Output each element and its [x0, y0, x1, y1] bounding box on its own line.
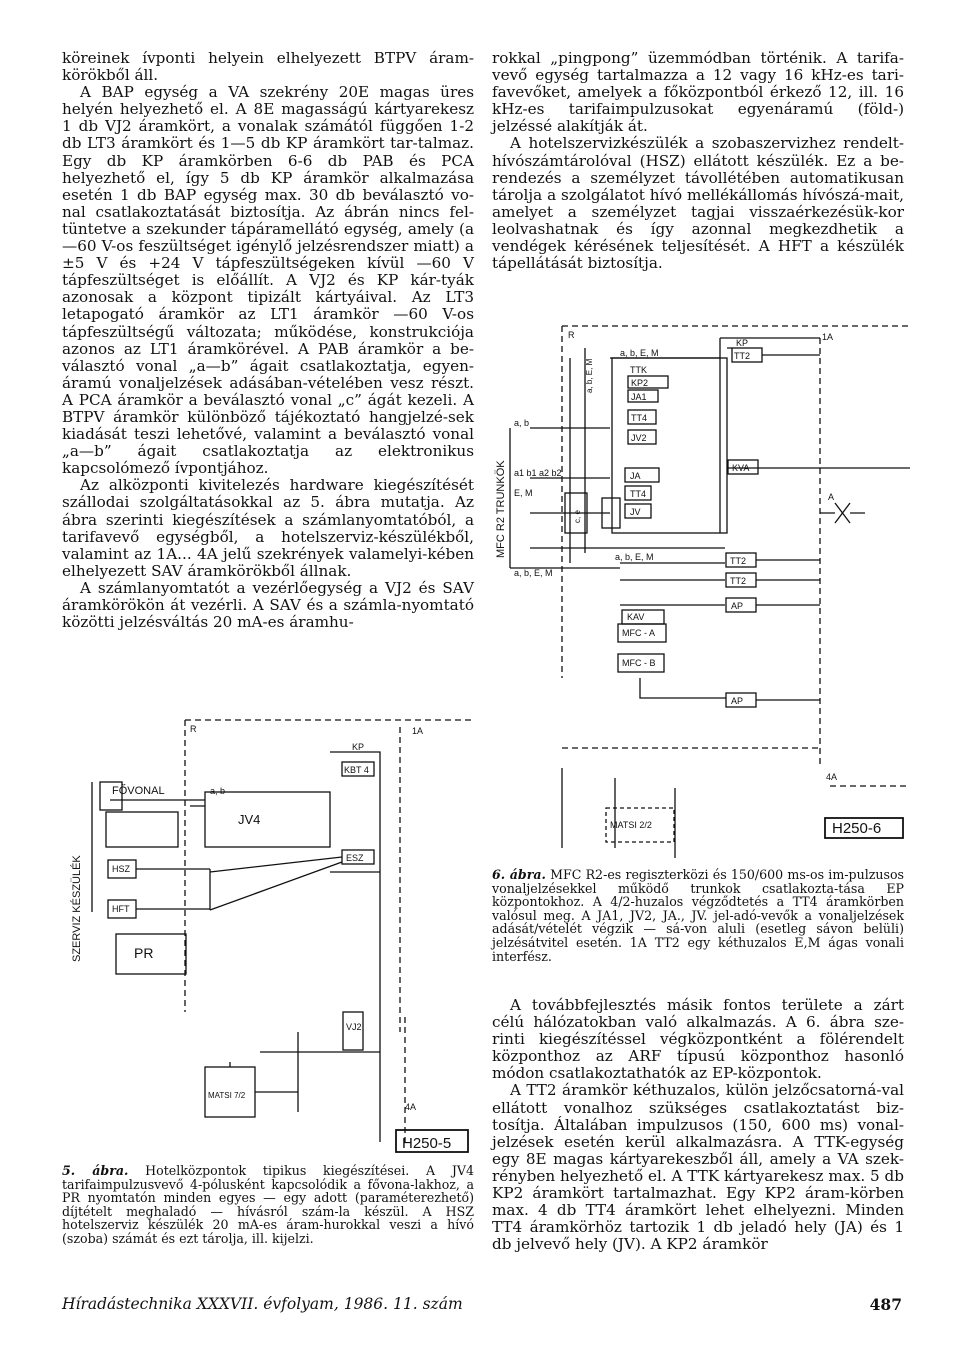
label-kp2: KP2	[631, 378, 649, 388]
label-ap: AP	[731, 601, 744, 611]
journal-footer: Híradástechnika XXXVII. évfolyam, 1986. 11. szám	[62, 1295, 463, 1313]
label-ja1: JA1	[631, 392, 647, 402]
label-hft: HFT	[112, 904, 130, 914]
figure-6-code: H250-6	[832, 820, 882, 837]
caption-text: MFC R2-es regiszterközi és 150/600 ms-os im-pulzusos vonaljelzésekkel működő trunkok csatlakozta-tása EP központokhoz. A 4/2-huzalos végződtetés a TT4 áramkörben valósul meg. A JA1, JV2, JA., JV. jel-adó-vevők a vonaljelzések adását/vételét végzik — sá-von aluli (esetleg sávon belüli) jelzésátvitel esetén. 1A TT2 egy kéthuzalos E,M ágas vonali interfész.	[492, 867, 904, 964]
figure-6-side-label: MFC R2 TRUNKÖK	[495, 460, 507, 558]
label-r: R	[568, 330, 575, 340]
paragraph: köreinek ívponti helyein elhelyezett BTPV áram-körökből áll.	[62, 49, 474, 85]
label-ttk: TTK	[630, 365, 647, 375]
paragraph: Az alközponti kivitelezés hardware kiegészítését szállodai szolgáltatásokkal az 5. ábra mutatja. Az ábra szerinti kiegészítések a számlanyomtatóból, a tarifavevő egységből, a hotelszerviz-készülékből, valamint az 1A... 4A jelű szekrények valamelyi-kében elhelyezett SAV áramkörökből állnak.	[62, 476, 474, 580]
label-tt2-c: TT2	[730, 576, 747, 586]
left-column-text	[62, 50, 474, 631]
paragraph: A TT2 áramkör kéthuzalos, külön jelzőcsatorná-val ellátott vonalhoz szükséges csatlakoztatást biz-tosítja. Általában impulzusos (150, 600 ms) vonal-jelzések esetén kerül alkalmazásra. A TTK-egység egy 8E magas kártyarekeszből áll, amely a VA szek-rényben helyezhető el. A TTK kártyarekesz max. 5 db KP2 áramkört tartalmazhat. Egy KP2 áram-körben max. 4 db TT4 áramkört lehet elhelyezni. Minden TT4 áramkörhöz tartozik 1 db jeladó hely (JA) és 1 db jelvevő hely (JV). A KP2 áramkör	[492, 1081, 904, 1254]
label-ja: JA	[630, 471, 641, 481]
label-kva: KVA	[732, 463, 750, 473]
label-mfca: MFC - A	[622, 628, 655, 638]
label-tt2: TT2	[734, 351, 751, 361]
paragraph: A továbbfejlesztés másik fontos területe a zárt célú hálózatokban való alkalmazás. A 6. ábra sze-rinti kiegészítéssel végközpontként a fölérendelt központhoz az ARF típusú központhoz hasonló módon csatlakoztathatók az EP-központok.	[492, 996, 904, 1083]
figure-5-diagram	[60, 712, 480, 1162]
label-matsi: MATSI 7/2	[208, 1091, 246, 1100]
label-ab: a, b	[210, 786, 226, 796]
label-abem-v: a, b, E, M	[585, 358, 594, 393]
paragraph: A számlanyomtatót a vezérlőegység a VJ2 és SAV áramkörökön át vezérli. A SAV és a számla-nyomtató közötti jelzésváltás 20 mA-es áramhu-	[62, 578, 474, 632]
label-ce: c, e	[573, 510, 582, 523]
figure-6-caption	[492, 868, 904, 963]
right-column-top-text	[492, 50, 904, 272]
label-kav: KAV	[627, 612, 645, 622]
paragraph: A hotelszervizkészülék a szobaszervizhez rendelt-hívószámtárolóval (HSZ) ellátott készülék. Ez a be-rendezés a személyzet távollétében automatikusan tárolja a szolgálatot hívó mellékállomás hívószá-mait, amelyet a személyzet tagjai visszaérkezésük-kor leolvashatnak és így azonnal megkezdhetik a vendégek kérésének teljesítését. A HFT a készülék tápellátását biztosítja.	[492, 134, 904, 273]
label-pr: PR	[134, 945, 154, 961]
label-fovonal: FŐVONAL	[112, 785, 165, 797]
caption-label: 5. ábra.	[62, 1163, 129, 1178]
label-4a: 4A	[405, 1102, 417, 1112]
label-1a: 1A	[822, 332, 834, 342]
paragraph: A BAP egység a VA szekrény 20E magas üres helyén helyezhető el. A 8E magasságú kártyarekesz 1 db VJ2 áramkört, a vonalak számától függően 1-2 db LT3 áramkört és 1—5 db KP áramkört tar-talmaz. Egy db KP áramkörben 6-6 db PAB és PCA helyezhető el, így 5 db KP áramkör alkalmazása esetén 1 db BAP egység max. 30 db beválasztó vo-nal csatlakoztatását biztosítja. Az ábrán nincs fel-tüntetve a szekunder tápáramellátó egység, amely (a —60 V-os feszültséget igénylő jelzésrendszer miatt) a ±5 V és +24 V tápfeszültségeken kívül —60 V tápfeszültséget is előállít. A VJ2 és KP kár-tyák azonosak a központ tipizált kártyáival. Az LT3 letapogató áramkör az LT1 áramkör —60 V-os tápfeszültségű változata; működése, konstrukciója azonos az LT1 áramkörével. A PAB áramkör a be-választó vonal „a—b” ágait csatlakoztatja, egyen-áramú vonaljelzések adásában-vételében vesz részt. A PCA áramkör a beválasztó vonal „c” ágát kezeli. A BTPV áramkör különböző tájékoztató hangjelzé-sek kiadását teszi lehetővé, valamint a beválasztó vonal „a—b” ágait csatlakoztatja az elektronikus kapcsolómező ívpontjához.	[62, 83, 474, 478]
right-column-bottom-text	[492, 997, 904, 1253]
caption-text: Hotelközpontok tipikus kiegészítései. A JV4 tarifaimpulzusvevő 4-pólusként kapcsolódik a fővona-lakhoz, a PR nyomtatón minden egyes — egy adott (paraméterezhető) díjtételt meghaladó — hívásról szám-la készül. A HSZ hotelszerviz készülék 20 mA-es áram-hurokkal veszi a hívó (szoba) számát és ezt tárolja, ill. kijelzi.	[62, 1163, 474, 1246]
label-kp: KP	[352, 742, 365, 752]
label-matsi: MATSI 2/2	[610, 820, 652, 830]
label-jv: JV	[630, 507, 641, 517]
label-kp: KP	[736, 338, 749, 348]
label-ab: a, b	[514, 418, 530, 428]
label-1a: 1A	[412, 726, 424, 736]
label-jv2: JV2	[631, 433, 647, 443]
label-tt4: TT4	[631, 413, 648, 423]
figure-5-code: H250-5	[402, 1135, 452, 1152]
label-em: E, M	[514, 488, 533, 498]
label-abem: a, b, E, M	[620, 348, 659, 358]
label-ap2: AP	[731, 696, 744, 706]
label-mfcb: MFC - B	[622, 658, 656, 668]
figure-6-diagram	[490, 318, 910, 863]
label-jv4: JV4	[238, 812, 261, 827]
label-abem2: a, b, E, M	[514, 568, 553, 578]
label-ab12: a1 b1 a2 b2	[514, 468, 562, 478]
label-vj2: VJ2	[346, 1022, 362, 1032]
label-4a: 4A	[826, 772, 838, 782]
label-esz: ESZ	[346, 853, 364, 863]
label-abem3: a, b, E, M	[615, 552, 654, 562]
figure-5-side-label: SZERVIZ KÉSZÜLÉK	[71, 855, 83, 962]
label-r: R	[190, 724, 197, 734]
label-kbt4: KBT 4	[344, 765, 369, 775]
page-number: 487	[869, 1295, 902, 1314]
paragraph: rokkal „pingpong” üzemmódban történik. A tarifa-vevő egység tartalmazza a 12 vagy 16 kHz-es tari-favevőket, amelyek a főközpontból érkező 12, ill. 16 kHz-es tarifaimpulzusokat egyenáramú (föld-) jelzéssé alakítják át.	[492, 49, 904, 136]
caption-label: 6. ábra.	[492, 867, 546, 882]
label-hsz: HSZ	[112, 864, 130, 874]
figure-5-caption	[62, 1164, 474, 1246]
label-tt2-b: TT2	[730, 556, 747, 566]
label-tt4b: TT4	[630, 489, 647, 499]
label-a: A	[828, 492, 835, 502]
